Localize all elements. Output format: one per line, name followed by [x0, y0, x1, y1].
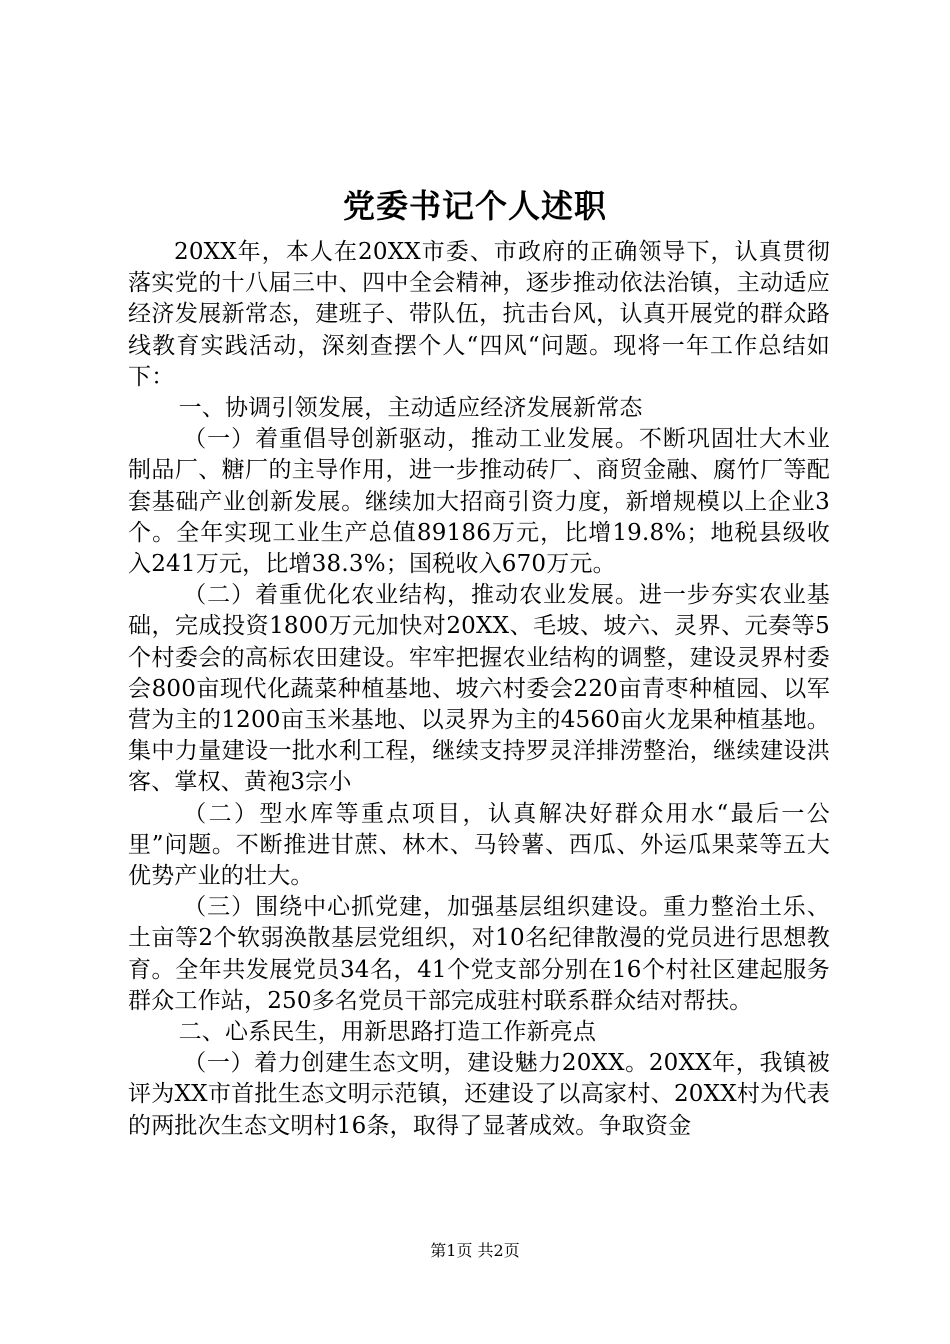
intro-paragraph: 20XX年，本人在20XX市委、市政府的正确领导下，认真贯彻落实党的十八届三中、四中全会精神，逐步推动依法治镇，主动适应经济发展新常态，建班子、带队伍，抗击台风，认真开展党的群众路线教育实践活动，深刻查摆个人“四风“问题。现将一年工作总结如下： [128, 239, 830, 390]
subsection-paragraph: （一）着力创建生态文明，建设魅力20XX。20XX年，我镇被评为XX市首批生态文明示范镇，还建设了以高家村、20XX村为代表的两批次生态文明村16条，取得了显著成效。争取资金 [128, 1050, 830, 1139]
document-body [128, 237, 830, 1142]
subsection-paragraph: （三）围绕中心抓党建，加强基层组织建设。重力整治土乐、土亩等2个软弱涣散基层党组织，对10名纪律散漫的党员进行思想教育。全年共发展党员34名，41个党支部分别在16个村社区建起服务群众工作站，250多名党员干部完成驻村联系群众结对帮扶。 [128, 894, 830, 1014]
subsection-paragraph: （二）着重优化农业结构，推动农业发展。进一步夯实农业基础，完成投资1800万元加快对20XX、毛坡、坡六、灵界、元奏等5个村委会的高标农田建设。牢牢把握农业结构的调整，建设灵界村委会800亩现代化蔬菜种植基地、坡六村委会220亩青枣种植园、以军营为主的1200亩玉米基地、以灵界为主的4560亩火龙果种植基地。集中力量建设一批水利工程，继续支持罗灵洋排涝整治，继续建设洪客、掌权、黄袍3宗小 [128, 582, 830, 796]
section-heading-1: 一、协调引领发展，主动适应经济发展新常态 [178, 395, 643, 422]
page-number-footer: 第1页 共2页 [430, 1241, 520, 1260]
subsection-paragraph: （二）型水库等重点项目，认真解决好群众用水“最后一公里”问题。不断推进甘蔗、林木、马铃薯、西瓜、外运瓜果菜等五大优势产业的壮大。 [128, 800, 830, 890]
document-title: 党委书记个人述职 [342, 187, 607, 225]
subsection-paragraph: （一）着重倡导创新驱动，推动工业发展。不断巩固壮大木业制品厂、糖厂的主导作用，进一步推动砖厂、商贸金融、腐竹厂等配套基础产业创新发展。继续加大招商引资力度，新增规模以上企业3个。全年实现工业生产总值89186万元，比增19.8%；地税县级收入241万元，比增38.3%；国税收入670万元。 [128, 426, 830, 578]
section-heading-2: 二、心系民生，用新思路打造工作新亮点 [178, 1019, 597, 1046]
